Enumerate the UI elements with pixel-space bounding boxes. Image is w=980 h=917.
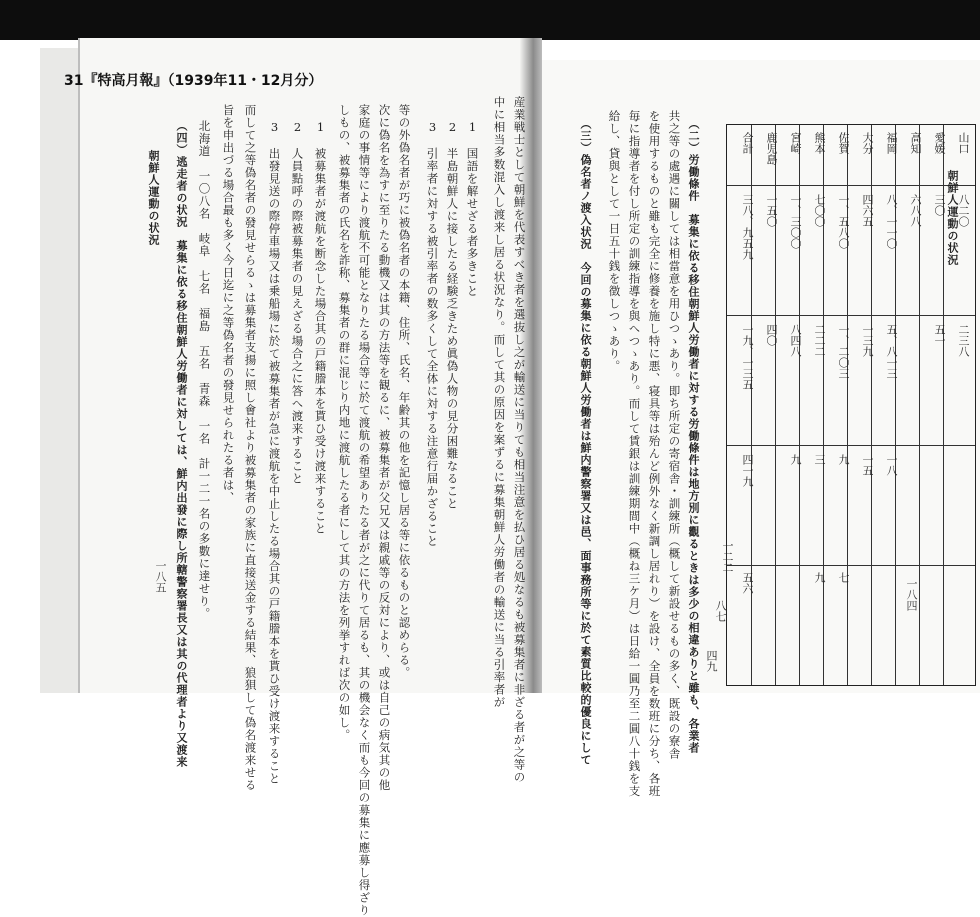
text-column: 中に相当多数混入し渡来し居る状況なり。而して其の原因を案ずるに募集朝鮮人労働者の輸送に当る引率者が <box>492 96 507 709</box>
table-header-cell: 福岡 <box>885 132 898 154</box>
text-column: 1 国語を解せざる者多きこと <box>465 120 480 298</box>
page-number: 一八四 <box>905 578 918 611</box>
running-head: 朝鮮人運動の状況 <box>946 170 959 266</box>
section-heading: 朝鮮人運動の状況 <box>147 150 160 246</box>
text-column: 1 被募集者が渡航を断念した場合其の戸籍謄本を貰ひ受け渡来すること <box>313 120 328 535</box>
table-cell: 三八、九五九 <box>741 194 754 260</box>
text-column: 毎に指導者を付し所定の訓練指導を與へつゝあり。而して賃銀は訓練期間中（概ね三ケ月）は日給一圓乃至二圓八十銭を支 <box>627 110 642 798</box>
table-cell: 八四八 <box>789 324 802 357</box>
left-page <box>80 38 532 784</box>
table-cell: 四六五 <box>861 194 874 227</box>
table-cell: 一、二〇三 <box>837 324 850 379</box>
table-cell: 一五〇 <box>765 194 778 227</box>
table-cell: 一、三〇〇 <box>789 194 802 249</box>
text-column: 産業戦士として朝鮮を代表すべき者を選抜し之が輸送に当りても相当注意を払ひ居る処なるも被募集者に非ざる者が之等の <box>512 96 527 784</box>
table-cell: 九 <box>789 454 802 465</box>
top-dark-band <box>0 0 980 40</box>
table-cell: 一三九 <box>861 324 874 357</box>
table-cell: 二三八 <box>957 324 970 357</box>
table-cell: 三 <box>813 454 826 465</box>
table-rule <box>727 185 975 186</box>
page-edge <box>40 48 84 693</box>
table-cell: 八七 <box>714 600 727 622</box>
table-cell: 七〇〇 <box>813 194 826 227</box>
text-column: 給し、貸與として一日五十銭を徴しつゝあり。 <box>607 110 622 373</box>
table-header-cell: 宮崎 <box>789 132 802 154</box>
table-cell: 二二二 <box>813 324 826 357</box>
table-header-cell: 大分 <box>861 132 874 154</box>
text-column: しもの、被募集者の氏名を詐称、募集者の群に混じり内地に渡航したる者にして其の方法を列挙すれば次の如し。 <box>337 104 352 742</box>
text-column: 3 引率者に対する被引率者の数多くして全体に対する注意行届かざること <box>425 120 440 548</box>
text-column: 家庭の事情等により渡航不可能となりたる場合等に於て渡航の希望ありたる者が之に代りて居るも、其の機会なく而も今回の募集に應募し得ざり <box>357 104 372 917</box>
text-column: 次に偽名を為すに至りたる動機又は其の方法等を観るに、被募集者が父兄又は親戚等の反対により、或は自己の病気其の他 <box>377 104 392 792</box>
text-column: 等の外偽名者が巧に被偽名者の本籍、住所、氏名、年齢其の他を記憶し居る等に依るものと認めらる。 <box>397 104 412 679</box>
text-column: 3 出發見送の際停車場又は乗船場に於て被募集者が急に渡航を中止したる場合其の戸籍謄本を貰ひ受け渡来すること <box>267 120 282 785</box>
table-header-cell: 佐賀 <box>837 132 850 154</box>
text-column: 北海道 一〇八名 岐阜 七名 福島 五名 青森 一名 計一二一名の多數に達せり。 <box>197 120 212 620</box>
table-rule <box>727 565 975 566</box>
text-column: （三）偽名者ノ渡入状況 今回の募集に依る朝鮮人労働者は鮮内警察署又は邑、面事務所等に於て素質比較的優良にして <box>579 118 592 766</box>
text-column: 2 人員點呼の際被募集者の見えざる場合之に答へ渡来すること <box>290 120 305 485</box>
document-title: 31『特高月報』（1939年11・12月分） <box>64 73 323 89</box>
table-header-cell: 鹿児島 <box>765 132 778 165</box>
table-header-cell: 合計 <box>741 132 754 154</box>
text-column: 而して之等偽名者の發見せらるゝは募集者支揚に照し會社より被募集者の家族に直接送金する結果、狼狽して偽名渡来せる <box>243 104 258 792</box>
table-cell: 五、八一三 <box>885 324 898 379</box>
table-cell: 三〇 <box>933 194 946 216</box>
table-header-cell: 愛媛 <box>933 132 946 154</box>
table-cell: 一九、一三五 <box>741 324 754 390</box>
table-cell: 一、五八〇 <box>837 194 850 249</box>
table-header-cell: 高知 <box>909 132 922 154</box>
page-number: 一八五 <box>154 560 167 593</box>
table-cell: 五一 <box>933 324 946 346</box>
table-cell: 一二二 <box>721 540 734 573</box>
text-column: （四）逃走者の状況 募集に依る移住朝鮮人労働者に対しては、鮮内出發に際し所轄警察署長又は其の代理者より又渡来 <box>175 120 188 768</box>
table-cell: 九 <box>813 572 826 583</box>
table-cell: 八、一一〇 <box>885 194 898 249</box>
text-column: 2 半島朝鮮人に接したる経験乏きため眞偽人物の見分困難なること <box>445 120 460 510</box>
table-header-cell: 山口 <box>957 132 970 154</box>
table-cell: 五六 <box>741 572 754 594</box>
table-cell: 六八八 <box>909 194 922 227</box>
table-cell: 一五 <box>861 454 874 476</box>
table-rule <box>727 445 975 446</box>
table-cell: 四九 <box>705 650 718 672</box>
table-cell: 八二〇 <box>957 194 970 227</box>
text-column: 旨を申出づる場合最も多く今日迄に之等偽名者の發見せられたる者は、 <box>221 104 236 504</box>
text-column: を使用するものと雖も完全に修養を施し特に悪、寝具等は殆んど例外なく新調し居れり）を設け、全員を数班に分ち、各班 <box>647 110 662 798</box>
table-cell: 七 <box>837 572 850 583</box>
text-column: 共之等の處遇に關しては相當意を用ひつゝあり。即ち所定の寄宿舎・訓練所（概して新設せるもの多く、既設の寮舎 <box>667 110 682 760</box>
table-header-cell: 熊本 <box>813 132 826 154</box>
text-column: （二）労働條件 募集に依る移住朝鮮人労働者に対する労働條件は地方別に觀るときは多少の相違ありと雖も、各業者 <box>687 118 700 754</box>
table-rule <box>727 315 975 316</box>
table-cell: 四一九 <box>741 454 754 487</box>
table-cell: 一八 <box>885 454 898 476</box>
table-cell: 四〇 <box>765 324 778 346</box>
table-cell: 九 <box>837 454 850 465</box>
